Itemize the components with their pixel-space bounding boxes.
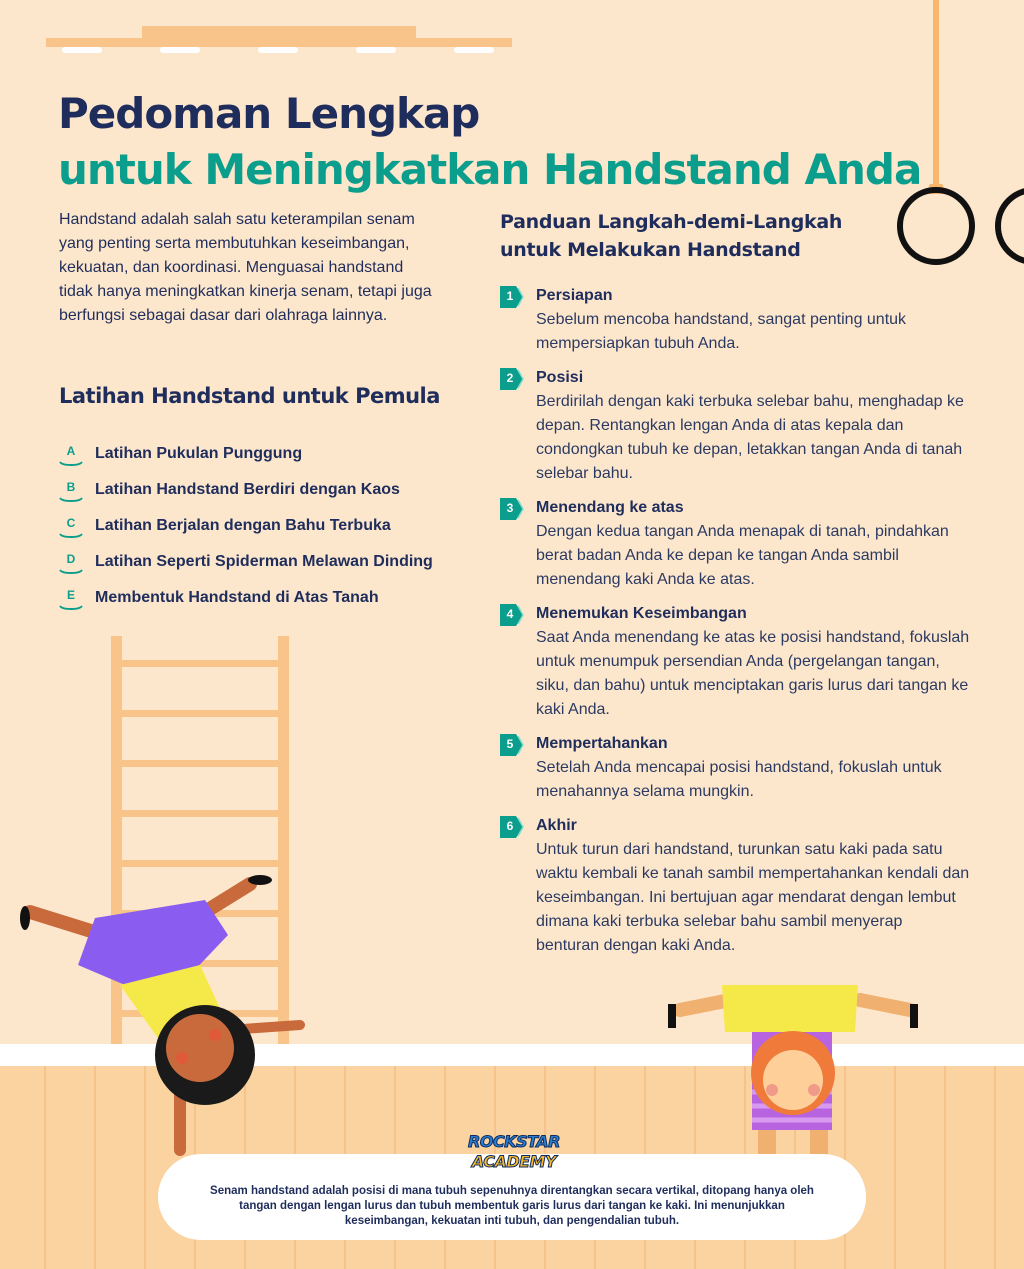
list-item (500, 602, 970, 722)
step-text: Sebelum mencoba handstand, sangat penting untuk mempersiapkan tubuh Anda. (536, 311, 907, 352)
drill-label: Membentuk Handstand di Atas Tanah (95, 589, 379, 606)
step-title: Posisi (536, 369, 584, 386)
letter-badge: D (58, 550, 84, 574)
list-item (58, 580, 433, 616)
step-number-badge: 3 (500, 498, 524, 520)
rockstar-academy-logo (462, 1132, 566, 1178)
step-text: Berdirilah dengan kaki terbuka selebar bahu, menghadap ke depan. Rentangkan lengan Anda di atas kepala dan condongkan tubuh ke depan, letakkan tangan Anda di tanah selebar bahu. (536, 393, 964, 482)
step-text: Untuk turun dari handstand, turunkan satu kaki pada satu waktu kembali ke tanah sambil mempertahankan kendali dan keseimbangan. Ini bertujuan agar mendarat dengan lembut dimana kaki terbuka selebar bahu sambil menyerap benturan dengan kaki Anda. (536, 841, 970, 954)
step-text: Dengan kedua tangan Anda menapak di tanah, pindahkan berat badan Anda ke depan ke tangan Anda sambil menendang kaki Anda ke atas. (536, 523, 949, 588)
guide-heading (500, 208, 842, 264)
step-title: Menendang ke atas (536, 499, 684, 516)
guide-heading-line-2: untuk Melakukan Handstand (500, 239, 801, 261)
list-item (500, 732, 970, 804)
guide-heading-line-1: Panduan Langkah-demi-Langkah (500, 211, 843, 233)
list-item (500, 496, 970, 592)
title-line-2: untuk Meningkatkan Handstand Anda (58, 145, 922, 194)
list-item (58, 472, 433, 508)
step-number-badge: 6 (500, 816, 524, 838)
step-text: Saat Anda menendang ke atas ke posisi handstand, fokuslah untuk menumpuk persendian Anda (pergelangan tangan, siku, dan bahu) untuk menciptakan garis lurus dari tangan ke kaki Anda. (536, 629, 970, 718)
title-line-1: Pedoman Lengkap (58, 89, 480, 138)
step-title: Akhir (536, 817, 577, 834)
steps-list (500, 284, 970, 968)
list-item (58, 508, 433, 544)
step-number-badge: 1 (500, 286, 524, 308)
letter-badge: C (58, 514, 84, 538)
list-item (500, 366, 970, 486)
step-number-badge: 4 (500, 604, 524, 626)
letter-badge: A (58, 442, 84, 466)
list-item (58, 544, 433, 580)
step-title: Mempertahankan (536, 735, 668, 752)
ceiling-light-icon (46, 26, 512, 53)
step-number-badge: 5 (500, 734, 524, 756)
list-item (58, 436, 433, 472)
page-title (58, 86, 921, 198)
list-item (500, 284, 970, 356)
logo-line-2: ACADEMY (471, 1152, 557, 1171)
step-title: Persiapan (536, 287, 613, 304)
letter-badge: E (58, 586, 84, 610)
drill-label: Latihan Berjalan dengan Bahu Terbuka (95, 517, 391, 534)
letter-badge: B (58, 478, 84, 502)
intro-paragraph: Handstand adalah salah satu keterampilan senam yang penting serta membutuhkan keseimbangan, kekuatan, dan koordinasi. Menguasai handstand tidak hanya meningkatkan kinerja senam, tetapi juga berfungsi sebagai dasar dari olahraga lainnya. (59, 211, 432, 324)
drill-label: Latihan Handstand Berdiri dengan Kaos (95, 481, 400, 498)
drills-list (58, 436, 433, 616)
logo-line-1: ROCKSTAR (468, 1132, 560, 1151)
step-title: Menemukan Keseimbangan (536, 605, 747, 622)
step-text: Setelah Anda mencapai posisi handstand, fokuslah untuk menahannya selama mungkin. (536, 759, 942, 800)
list-item (500, 814, 970, 958)
drill-label: Latihan Seperti Spiderman Melawan Dinding (95, 553, 433, 570)
drills-heading: Latihan Handstand untuk Pemula (59, 384, 440, 408)
drill-label: Latihan Pukulan Punggung (95, 445, 303, 462)
footer-text: Senam handstand adalah posisi di mana tubuh sepenuhnya direntangkan secara vertikal, ditopang hanya oleh tangan dengan lengan lurus dan tubuh membentuk garis lurus dari tangan ke kaki. Ini menunjukkan keseimbangan, kekuatan inti tubuh, dan pengendalian tubuh. (210, 1185, 814, 1227)
step-number-badge: 2 (500, 368, 524, 390)
